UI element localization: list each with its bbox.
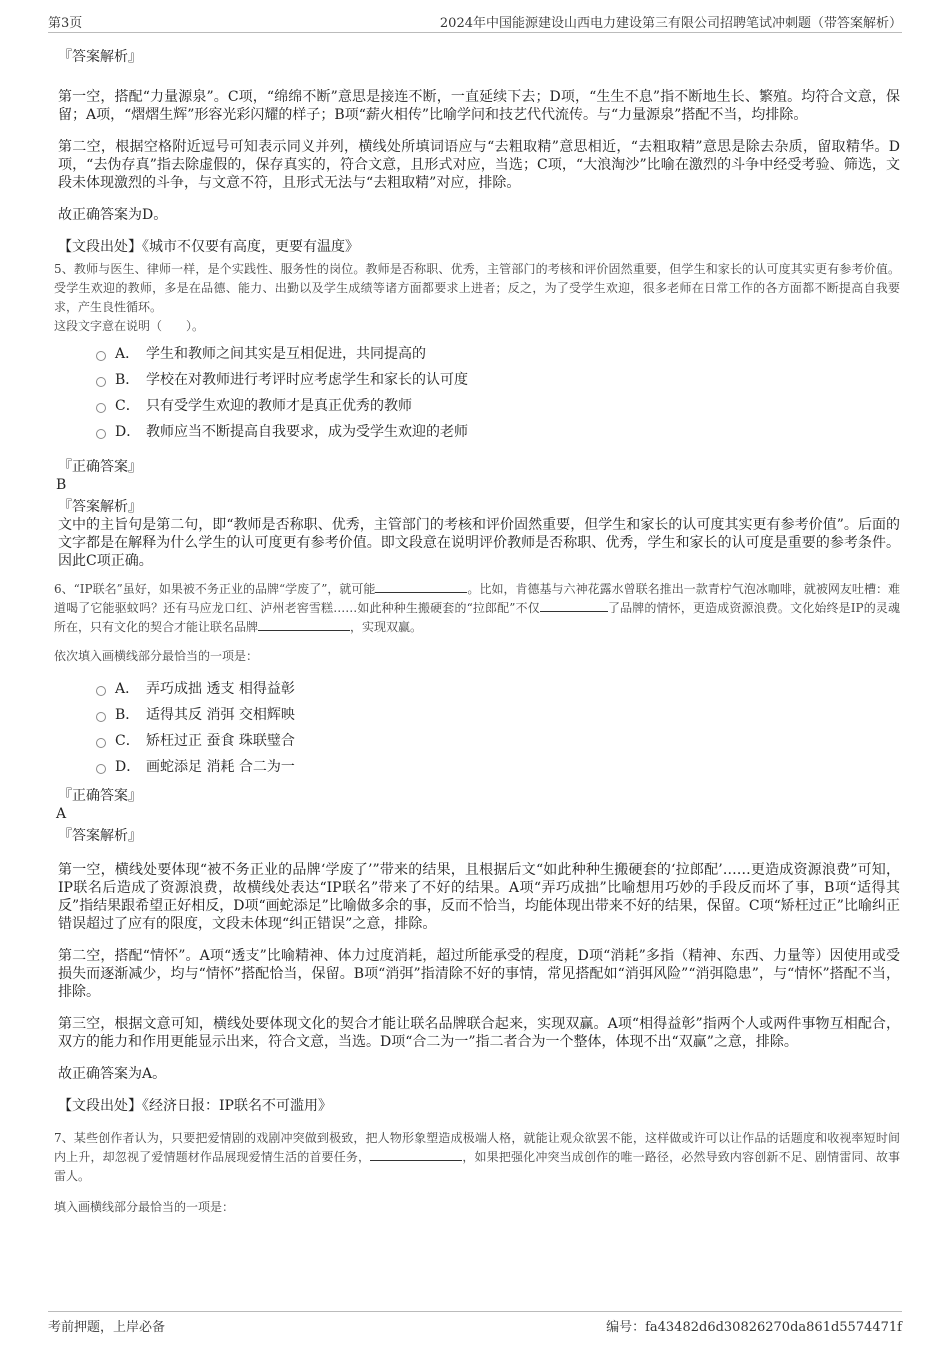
q6-option-d[interactable]: D． 画蛇添足 消耗 合二为一	[96, 757, 900, 783]
q4-analysis-para-2: 第二空，根据空格附近逗号可知表示同义并列，横线处所填词语应与“去粗取精”意思相近，“去粗取精”意思是除去杂质，留取精华。D项，“去伪存真”指去除虚假的，保存真实的，符合文意，且形式对应，当选；C项，“大浪淘沙”比喻在激烈的斗争中经受考验、筛选，文段未体现激烈的斗争，与文意不符，且形式无法与“去粗取精”对应，排除。	[58, 139, 900, 191]
q4-source: 【文段出处】《城市不仅要有高度，更要有温度》	[58, 239, 359, 255]
page-number: 第3页	[48, 16, 83, 31]
radio-icon[interactable]	[96, 429, 106, 439]
radio-icon[interactable]	[96, 403, 106, 413]
q4-conclusion: 故正确答案为D。	[58, 207, 168, 223]
fill-blank-4	[370, 1148, 462, 1161]
q6-answer: A	[56, 806, 67, 822]
q5-answer-label: 『正确答案』	[58, 459, 142, 475]
q6-options	[96, 679, 900, 783]
radio-icon[interactable]	[96, 738, 106, 748]
q6-conclusion: 故正确答案为A。	[58, 1066, 167, 1082]
q6-analysis-para-3: 第三空，根据文意可知，横线处要体现文化的契合才能让联名品牌联合起来，实现双赢。A项“相得益彰”指两个人或两件事物互相配合，双方的能力和作用更能显示出来，符合文意，当选。D项“合二为一”指二者合为一个整体，体现不出“双赢”之意，排除。	[58, 1016, 900, 1050]
q6-source: 【文段出处】《经济日报：IP联名不可滥用》	[58, 1098, 332, 1114]
radio-icon[interactable]	[96, 351, 106, 361]
q6-option-c[interactable]: C． 矫枉过正 蚕食 珠联璧合	[96, 731, 900, 757]
q6-analysis-para-2: 第二空，搭配“情怀”。A项“透支”比喻精神、体力过度消耗，超过所能承受的程度，D项“消耗”多指（精神、东西、力量等）因使用或受损失而逐渐减少，均与“情怀”搭配恰当，保留。B项“消弭”指清除不好的事情，常见搭配如“消弭风险”“消弭隐患”，与“情怀”搭配不当，排除。	[58, 948, 900, 1000]
radio-icon[interactable]	[96, 377, 106, 387]
radio-icon[interactable]	[96, 686, 106, 696]
q6-stem: 6、“IP联名”虽好，如果被不务正业的品牌“学废了”，就可能 。比如，肯德基与六神花露水曾联名推出一款青柠气泡冰咖啡，就被网友吐槽：难道喝了它能驱蚊吗？还有马应龙口红、泸州老窖雪糕……如此种种生搬硬套的“拉郎配”不仅 了品牌的情怀，更造成资源浪费。文化始终是IP的灵魂所在，只有文化的契合才能让联名品牌 ，实现双赢。	[54, 582, 900, 634]
q6-analysis-para-1: 第一空，横线处要体现“被不务正业的品牌‘学废了’”带来的结果，且根据后文“如此种种生搬硬套的‘拉郎配’……更造成资源浪费”可知，IP联名后造成了资源浪费，故横线处表达“IP联名”带来了不好的结果。A项“弄巧成拙”比喻想用巧妙的手段反而坏了事，B项“适得其反”指结果跟希望正好相反，D项“画蛇添足”比喻做多余的事，反而不恰当，均能体现出带来不好的结果，保留。C项“矫枉过正”比喻纠正错误超过了应有的限度，文段未体现“纠正错误”之意，排除。	[58, 862, 900, 932]
q4-analysis-label: 『答案解析』	[58, 49, 142, 65]
q5-analysis: 文中的主旨句是第二句，即“教师是否称职、优秀，主管部门的考核和评价固然重要，但学生和家长的认可度其实更有参考价值”。后面的文字都是在解释为什么学生的认可度更有参考价值。即文段意在说明评价教师是否称职、优秀，学生和家长的认可度是重要的参考条件。因此C项正确。	[58, 517, 900, 569]
q5-options	[96, 344, 900, 448]
q7-stem: 7、某些创作者认为，只要把爱情剧的戏剧冲突做到极致，把人物形象塑造成极端人格，就能让观众欲罢不能，这样做或许可以让作品的话题度和收视率短时间内上升，却忽视了爱情题材作品展现爱情生活的首要任务， ，如果把强化冲突当成创作的唯一路径，必然导致内容创新不足、剧情雷同、故事雷人。	[54, 1131, 900, 1183]
q5-prompt: 这段文字意在说明（ ）。	[54, 319, 205, 333]
radio-icon[interactable]	[96, 764, 106, 774]
q6-option-a[interactable]: A． 弄巧成拙 透支 相得益彰	[96, 679, 900, 705]
q5-option-d[interactable]: D． 教师应当不断提高自我要求，成为受学生欢迎的老师	[96, 422, 900, 448]
fill-blank-1	[375, 580, 467, 593]
q5-option-b[interactable]: B． 学校在对教师进行考评时应考虑学生和家长的认可度	[96, 370, 900, 396]
q7-prompt: 填入画横线部分最恰当的一项是：	[54, 1200, 235, 1214]
q5-option-a[interactable]: A． 学生和教师之间其实是互相促进，共同提高的	[96, 344, 900, 370]
fill-blank-3	[258, 618, 350, 631]
page-content	[54, 42, 900, 1216]
q6-prompt: 依次填入画横线部分最恰当的一项是：	[54, 649, 259, 663]
q6-analysis-label: 『答案解析』	[58, 828, 142, 844]
q4-analysis-para-1: 第一空，搭配“力量源泉”。C项，“绵绵不断”意思是接连不断，一直延续下去；D项，“生生不息”指不断地生长、繁殖。均符合文意，保留；A项，“熠熠生辉”形容光彩闪耀的样子；B项“薪火相传”比喻学问和技艺代代流传。与“力量源泉”搭配不当，均排除。	[58, 89, 900, 123]
page-footer	[48, 1311, 902, 1338]
footer-serial: 编号：fa43482d6d30826270da861d5574471f	[606, 1320, 902, 1335]
q5-answer: B	[56, 477, 67, 493]
q6-answer-label: 『正确答案』	[58, 788, 142, 804]
fill-blank-2	[540, 599, 608, 612]
page-header	[48, 10, 902, 33]
footer-slogan: 考前押题，上岸必备	[48, 1320, 166, 1335]
radio-icon[interactable]	[96, 712, 106, 722]
q6-option-b[interactable]: B． 适得其反 消弭 交相辉映	[96, 705, 900, 731]
q5-option-c[interactable]: C． 只有受学生欢迎的教师才是真正优秀的教师	[96, 396, 900, 422]
q5-stem: 5、教师与医生、律师一样，是个实践性、服务性的岗位。教师是否称职、优秀，主管部门的考核和评价固然重要，但学生和家长的认可度其实更有参考价值。受学生欢迎的教师，多是在品德、能力、出勤以及学生成绩等诸方面都要求上进者；反之，为了受学生欢迎，很多老师在日常工作的各方面都不断提高自我要求，产生良性循环。	[54, 262, 900, 314]
document-title: 2024年中国能源建设山西电力建设第三有限公司招聘笔试冲刺题（带答案解析）	[439, 16, 902, 31]
q5-analysis-label: 『答案解析』	[58, 499, 142, 515]
